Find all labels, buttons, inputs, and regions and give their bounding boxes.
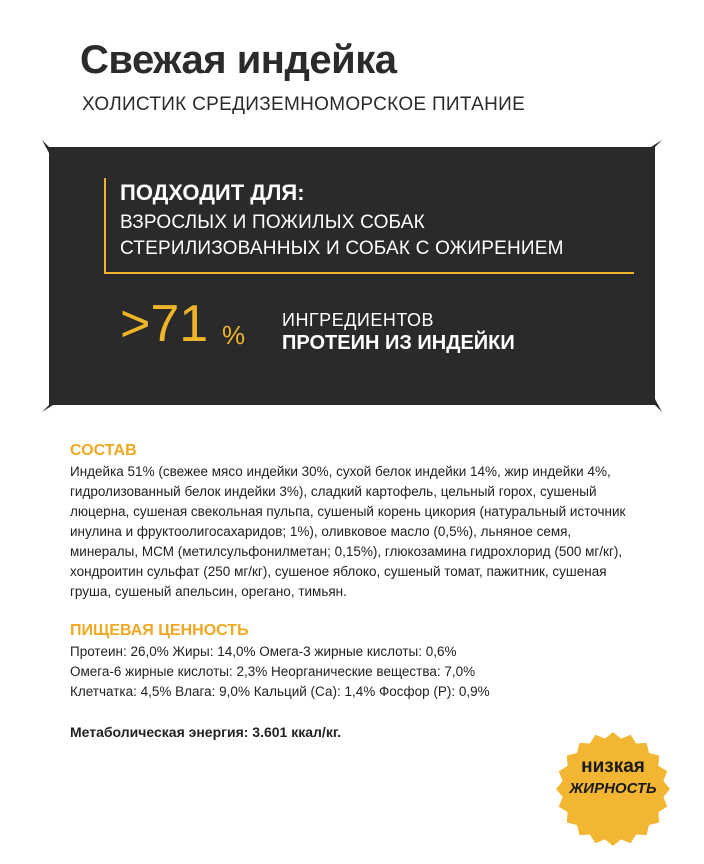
composition-line: люцерна, сушеная свекольная пульпа, сушеный корень цикория (натуральный источник (70, 504, 626, 519)
suitable-heading: ПОДХОДИТ ДЛЯ: (120, 180, 305, 205)
nutrition-text (70, 642, 490, 702)
ingredients-label: ИНГРЕДИЕНТОВ (282, 310, 435, 330)
protein-percent-sign: % (222, 320, 246, 350)
composition-line: инулина и фруктоолигосахаридов; 1%), оливковое масло (0,5%), льняное семя, (70, 524, 572, 539)
badge-line-low: низкая (581, 756, 645, 777)
ingredients-protein-source: ПРОТЕИН ИЗ ИНДЕЙКИ (282, 332, 515, 354)
page-title: Свежая индейка (80, 38, 397, 82)
accent-divider-line (104, 272, 634, 274)
nutrition-heading: ПИЩЕВАЯ ЦЕННОСТЬ (70, 622, 249, 639)
composition-line: минералы, МСМ (метилсульфонилметан; 0,15%), глюкозамина гидрохлорид (500 мг/кг), (70, 544, 623, 559)
composition-heading: СОСТАВ (70, 442, 137, 459)
nutrition-line: Клетчатка: 4,5% Влага: 9,0% Кальций (Са): 1,4% Фосфор (Р): 0,9% (70, 684, 490, 699)
metabolic-energy: Метаболическая энергия: 3.601 ккал/кг. (70, 724, 342, 740)
page-subtitle: ХОЛИСТИК СРЕДИЗЕМНОМОРСКОЕ ПИТАНИЕ (82, 94, 526, 115)
composition-line: хондроитин сульфат (250 мг/кг), сушеное яблоко, сушеный томат, пажитник, сушеная (70, 564, 607, 579)
protein-percent-value: >71 (120, 295, 209, 353)
composition-line: гидролизованный белок индейки 3%), сладкий картофель, цельный горох, сушеный (70, 484, 597, 499)
composition-line: Индейка 51% (свежее мясо индейки 30%, сухой белок индейки 14%, жир индейки 4%, (70, 464, 611, 479)
composition-text (70, 462, 625, 602)
nutrition-line: Омега-6 жирные кислоты: 2,3% Неорганические вещества: 7,0% (70, 664, 476, 679)
low-fat-badge (554, 756, 672, 800)
nutrition-line: Протеин: 26,0% Жиры: 14,0% Омега-3 жирные кислоты: 0,6% (70, 644, 457, 659)
accent-vertical-line (104, 178, 106, 274)
badge-line-fat: ЖИРНОСТЬ (569, 780, 657, 797)
suitable-line-sterilized-obese: СТЕРИЛИЗОВАННЫХ И СОБАК С ОЖИРЕНИЕМ (120, 238, 564, 259)
composition-line: груша, сушеный апельсин, орегано, тимьян. (70, 584, 347, 599)
suitable-line-adult-senior: ВЗРОСЛЫХ И ПОЖИЛЫХ СОБАК (120, 212, 425, 233)
